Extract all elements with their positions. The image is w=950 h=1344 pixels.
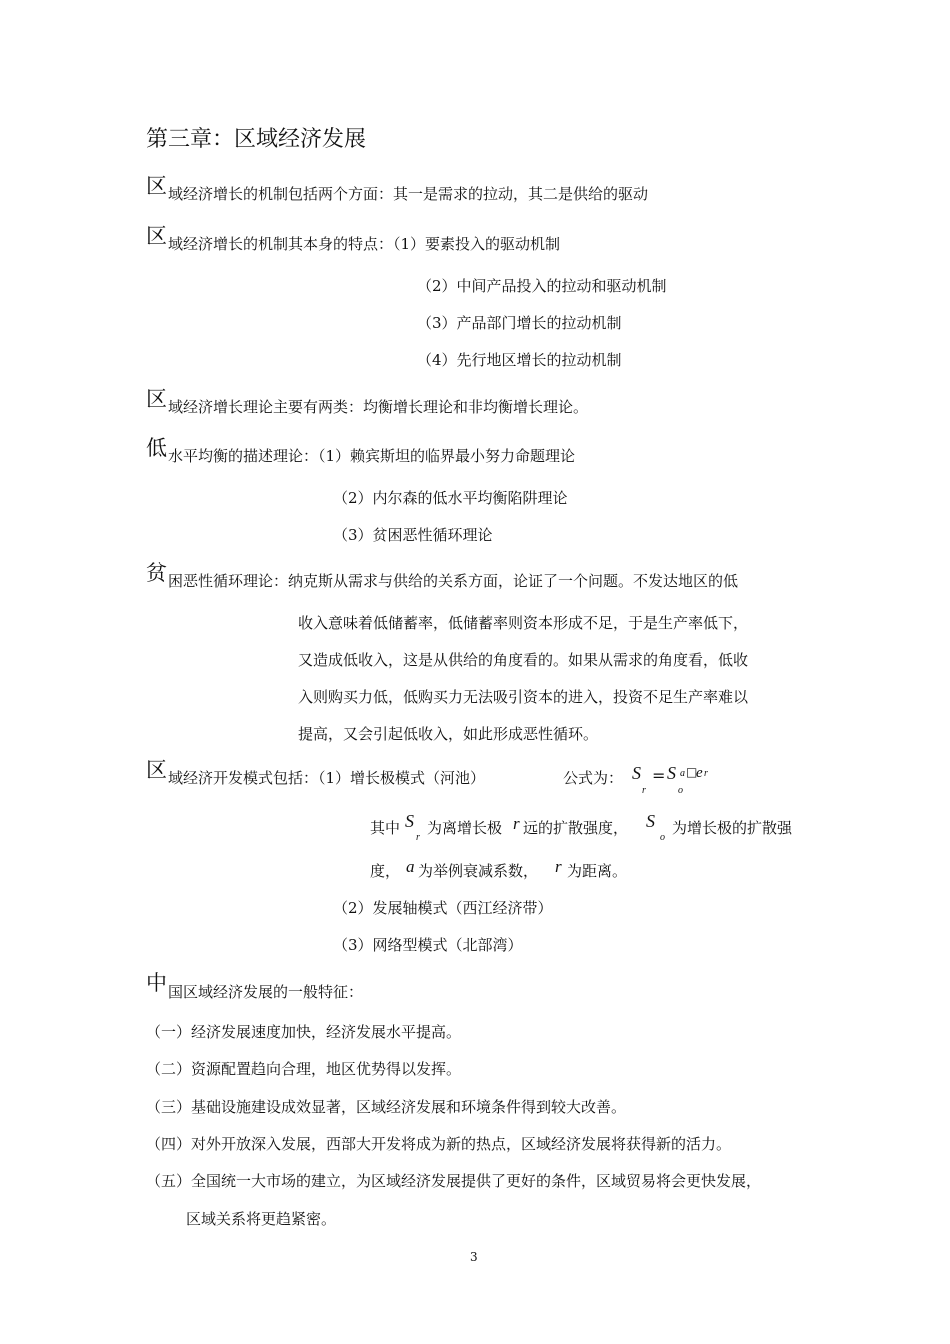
paragraph-text: 域经济增长理论主要有两类：均衡增长理论和非均衡增长理论。 bbox=[168, 398, 589, 416]
list-item: （3）贫困恶性循环理论 bbox=[333, 526, 493, 544]
explain-text: 远的扩散强度， bbox=[523, 819, 629, 837]
paragraph-text: 域经济增长的机制包括两个方面：其一是需求的拉动，其二是供给的驱动 bbox=[168, 185, 649, 203]
explain-r2: r bbox=[555, 857, 562, 876]
formula-e: e bbox=[696, 765, 703, 781]
paragraph-text: 困恶性循环理论：纳克斯从需求与供给的关系方面，论证了一个问题。不发达地区的低 bbox=[168, 572, 739, 590]
list-item: （3）网络型模式（北部湾） bbox=[333, 936, 523, 954]
formula-sub-r: r bbox=[642, 785, 646, 796]
explain-text: 为离增长极 bbox=[427, 819, 503, 837]
drop-initial: 中 bbox=[146, 971, 167, 995]
explain-s2-sub: o bbox=[660, 832, 665, 843]
paragraph-line: 提高，又会引起低收入，如此形成恶性循环。 bbox=[298, 725, 599, 743]
list-item: （3）产品部门增长的拉动机制 bbox=[417, 314, 622, 332]
explain-text: 为举例衰减系数， bbox=[418, 862, 539, 880]
list-item-continuation: 区域关系将更趋紧密。 bbox=[186, 1210, 337, 1228]
formula-sup-a: a bbox=[680, 768, 685, 779]
list-item: （一）经济发展速度加快，经济发展水平提高。 bbox=[146, 1023, 462, 1041]
drop-initial: 区 bbox=[146, 174, 167, 198]
list-item: （四）对外开放深入发展，西部大开发将成为新的热点，区域经济发展将获得新的活力。 bbox=[146, 1135, 732, 1153]
list-item: （2）中间产品投入的拉动和驱动机制 bbox=[417, 277, 667, 295]
paragraph-text: 水平均衡的描述理论：（1）赖宾斯坦的临界最小努力命题理论 bbox=[168, 447, 576, 465]
explain-text: 其中 bbox=[370, 819, 401, 837]
list-item: （4）先行地区增长的拉动机制 bbox=[417, 351, 622, 369]
page-title: 第三章：区域经济发展 bbox=[146, 127, 367, 152]
paragraph-text: 域经济开发模式包括：（1）增长极模式（河池） bbox=[168, 769, 486, 787]
list-item: （二）资源配置趋向合理，地区优势得以发挥。 bbox=[146, 1060, 462, 1078]
explain-a: a bbox=[406, 857, 415, 876]
formula-sub-o: o bbox=[678, 785, 683, 796]
paragraph-text: 域经济增长的机制其本身的特点：（1）要素投入的驱动机制 bbox=[168, 235, 561, 253]
list-item: （2）发展轴模式（西江经济带） bbox=[333, 899, 553, 917]
formula-box-glyph: □ bbox=[686, 765, 698, 779]
drop-initial: 区 bbox=[146, 387, 167, 411]
explain-r: r bbox=[513, 814, 520, 833]
explain-text: 度， bbox=[370, 862, 401, 880]
drop-initial: 贫 bbox=[146, 561, 167, 585]
drop-initial: 区 bbox=[146, 224, 167, 248]
paragraph-text: 国区域经济发展的一般特征： bbox=[168, 983, 364, 1001]
drop-initial: 区 bbox=[146, 758, 167, 782]
list-item: （五）全国统一大市场的建立，为区域经济发展提供了更好的条件，区域贸易将会更快发展， bbox=[146, 1172, 762, 1190]
explain-s: S bbox=[405, 811, 414, 831]
formula-s-rhs: S bbox=[667, 763, 676, 783]
paragraph-line: 收入意味着低储蓄率，低储蓄率则资本形成不足，于是生产率低下， bbox=[298, 614, 749, 632]
list-item: （三）基础设施建设成效显著，区域经济发展和环境条件得到较大改善。 bbox=[146, 1098, 627, 1116]
formula-label: 公式为： bbox=[563, 769, 624, 787]
paragraph-line: 又造成低收入，这是从供给的角度看的。如果从需求的角度看，低收 bbox=[298, 651, 749, 669]
paragraph-line: 入则购买力低，低购买力无法吸引资本的进入，投资不足生产率难以 bbox=[298, 688, 749, 706]
formula-sup-r: r bbox=[704, 768, 708, 779]
list-item: （2）内尔森的低水平均衡陷阱理论 bbox=[333, 489, 568, 507]
drop-initial: 低 bbox=[146, 436, 167, 460]
explain-s-sub: r bbox=[416, 832, 420, 843]
page-number: 3 bbox=[470, 1250, 478, 1264]
explain-text: 为距离。 bbox=[567, 862, 628, 880]
formula-equals: = bbox=[652, 766, 666, 785]
formula-s-lhs: S bbox=[632, 763, 641, 783]
explain-s2: S bbox=[646, 811, 655, 831]
explain-text: 为增长极的扩散强 bbox=[672, 819, 793, 837]
